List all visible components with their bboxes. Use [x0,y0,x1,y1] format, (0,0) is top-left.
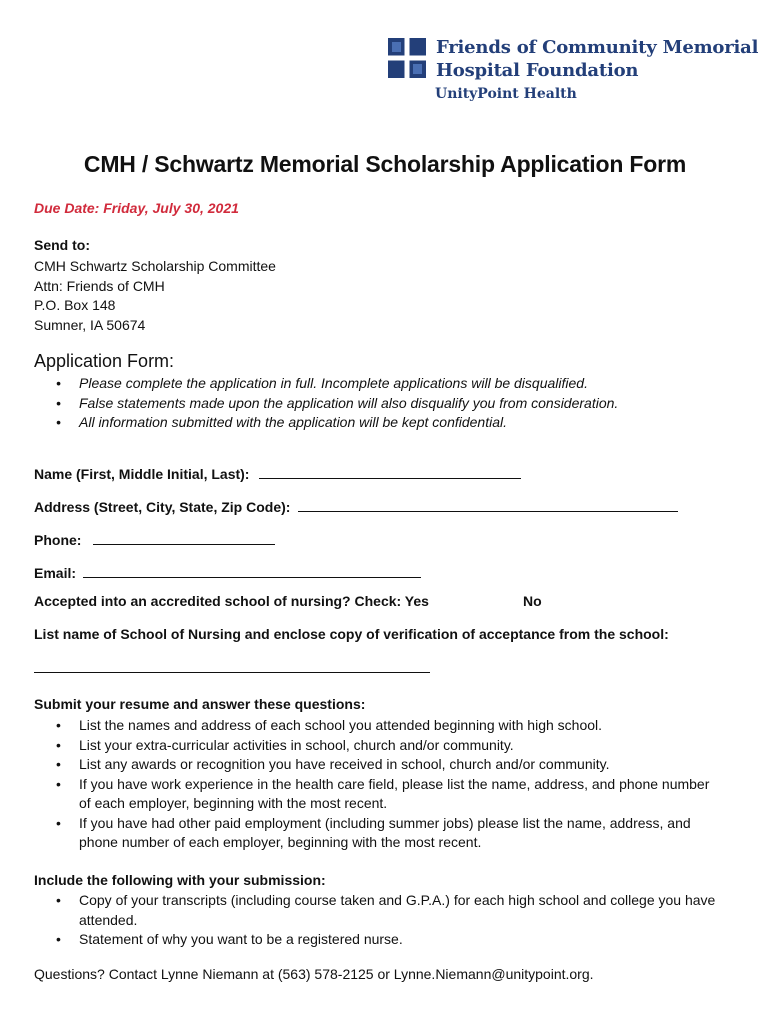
name-blank[interactable] [259,464,521,479]
application-form-heading: Application Form: [34,351,175,371]
address-line: Sumner, IA 50674 [34,316,146,333]
no-option-label[interactable]: No [523,593,542,609]
notice-item: • Please complete the application in full. Incomplete applications will be disqualified. [34,374,754,394]
page-title: CMH / Schwartz Memorial Scholarship Application Form [83,151,687,177]
accepted-label: Accepted into an accredited school of nursing? Check: Yes [34,593,429,609]
address-field-row [34,497,678,515]
address-line: CMH Schwartz Scholarship Committee [34,258,276,274]
resume-item: • If you have work experience in the health care field, please list the name, address, and phone number of each employer, beginning with the most recent. [34,775,724,814]
phone-label: Phone: [34,532,82,548]
school-instruction: List name of School of Nursing and enclose copy of verification of acceptance from the school: [34,626,669,642]
name-label: Name (First, Middle Initial, Last): [34,466,250,482]
phone-blank[interactable] [93,530,275,545]
address-label: Address (Street, City, State, Zip Code): [34,499,291,515]
application-notices [34,374,754,433]
include-items [34,891,724,950]
resume-item: • If you have had other paid employment (including summer jobs) please list the name, address, and phone number of each employer, beginning with the most recent. [34,814,724,853]
resume-item: • List any awards or recognition you have received in school, church and/or community. [34,755,724,775]
address-blank[interactable] [298,497,678,512]
resume-heading: Submit your resume and answer these questions: [34,696,366,712]
school-name-blank[interactable] [34,672,430,673]
resume-item: • List the names and address of each school you attended beginning with high school. [34,716,724,736]
phone-field-row [34,530,275,548]
send-to-label: Send to: [34,237,90,253]
email-label: Email: [34,565,77,581]
mailing-address [34,257,276,335]
due-date: Due Date: Friday, July 30, 2021 [34,200,239,216]
address-line: Attn: Friends of CMH [34,277,165,294]
notice-item: • All information submitted with the application will be kept confidential. [34,413,754,433]
address-line: P.O. Box 148 [34,297,116,313]
logo-text-line2: Hospital Foundation [436,60,639,81]
include-item: • Copy of your transcripts (including course taken and G.P.A.) for each high school and college you have attended. [34,891,724,930]
email-field-row [34,563,421,581]
foundation-logo [388,37,759,108]
cross-logo-icon [388,38,426,78]
logo-text-line1: Friends of Community Memorial [436,37,759,58]
resume-questions [34,716,724,853]
email-blank[interactable] [83,563,421,578]
include-item: • Statement of why you want to be a registered nurse. [34,930,724,950]
name-field-row [34,464,521,482]
resume-item: • List your extra-curricular activities in school, church and/or community. [34,736,724,756]
notice-item: • False statements made upon the application will also disqualify you from consideration. [34,394,754,414]
logo-text-line3: UnityPoint Health [435,86,577,102]
contact-info: Questions? Contact Lynne Niemann at (563) 578-2125 or Lynne.Niemann@unitypoint.org. [34,966,594,982]
include-heading: Include the following with your submission: [34,872,326,888]
